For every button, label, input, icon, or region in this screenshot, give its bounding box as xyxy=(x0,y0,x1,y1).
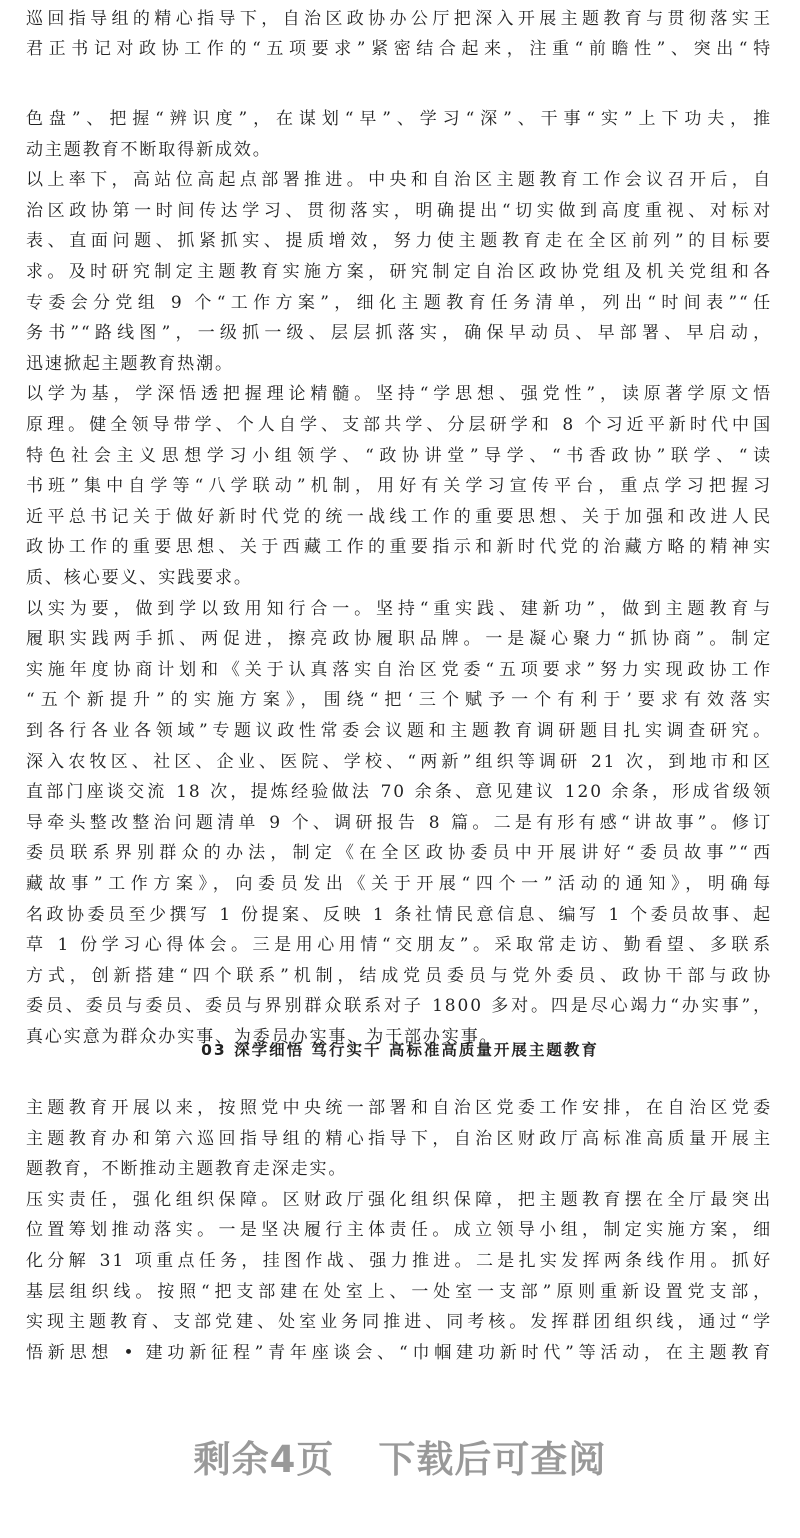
text-line: 特色社会主义思想学习小组领学、“政协讲堂”导学、“书香政协”联学、“读 xyxy=(26,445,772,466)
text-line: 实施年度协商计划和《关于认真落实自治区党委“五项要求”努力实现政协工作 xyxy=(26,659,772,680)
text-line: 质、核心要义、实践要求。 xyxy=(26,568,253,588)
text-line: 君正书记对政协工作的“五项要求”紧密结合起来，注重“前瞻性”、突出“特 xyxy=(26,39,772,59)
text-line: 务书”“路线图”，一级抓一级、层层抓落实，确保早动员、早部署、早启动， xyxy=(26,323,772,344)
text-line: 真心实意为群众办实事、为委员办实事、为干部办实事。 xyxy=(26,1027,499,1047)
text-line: 委员联系界别群众的办法，制定《在全区政协委员中开展讲好“委员故事”“西 xyxy=(26,843,772,864)
text-line: 藏故事”工作方案》，向委员发出《关于开展“四个一”活动的通知》，明确每 xyxy=(26,874,772,894)
text-line: 履职实践两手抓、两促进，擦亮政协履职品牌。一是凝心聚力“抓协商”。制定 xyxy=(26,629,772,650)
text-line: 治区政协第一时间传达学习、贯彻落实，明确提出“切实做到高度重视、对标对 xyxy=(26,200,772,221)
text-line: 专委会分党组 9 个“工作方案”，细化主题教育任务清单，列出“时间表”“任 xyxy=(26,292,772,313)
text-line: 方式，创新搭建“四个联系”机制，结成党员委员与党外委员、政协干部与政协 xyxy=(26,965,772,986)
text-line: 主题教育开展以来，按照党中央统一部署和自治区党委工作安排，在自治区党委 xyxy=(26,1098,772,1118)
text-line: 以实为要，做到学以致用知行合一。坚持“重实践、建新功”，做到主题教育与 xyxy=(26,598,772,619)
text-line: 以学为基，学深悟透把握理论精髓。坚持“学思想、强党性”，读原著学原文悟 xyxy=(26,384,772,405)
text-line: 压实责任，强化组织保障。区财政厅强化组织保障，把主题教育摆在全厅最突出 xyxy=(26,1189,772,1210)
section-heading: 03 深学细悟 笃行实干 高标准高质量开展主题教育 xyxy=(201,1041,599,1059)
text-line: 名政协委员至少撰写 1 份提案、反映 1 条社情民意信息、编写 1 个委员故事、起 xyxy=(26,904,772,925)
download-banner xyxy=(0,1432,800,1488)
text-line: 巡回指导组的精心指导下，自治区政协办公厅把深入开展主题教育与贯彻落实王 xyxy=(26,9,772,29)
text-line: 迅速掀起主题教育热潮。 xyxy=(26,353,234,374)
text-line: 直部门座谈交流 18 次，提炼经验做法 70 余条、意见建议 120 余条，形成省级领 xyxy=(26,782,772,803)
text-line: 求。及时研究制定主题教育实施方案，研究制定自治区政协党组及机关党组和各 xyxy=(26,262,772,282)
text-line: 基层组织线。按照“把支部建在处室上、一处室一支部”原则重新设置党支部， xyxy=(26,1281,772,1302)
text-line: 化分解 31 项重点任务，挂图作战、强力推进。二是扎实发挥两条线作用。抓好 xyxy=(26,1251,772,1271)
text-line: 原理。健全领导带学、个人自学、支部共学、分层研学和 8 个习近平新时代中国 xyxy=(26,415,772,435)
text-line: 位置筹划推动落实。一是坚决履行主体责任。成立领导小组，制定实施方案，细 xyxy=(26,1220,772,1241)
text-line: 政协工作的重要思想、关于西藏工作的重要指示和新时代党的治藏方略的精神实 xyxy=(26,537,772,558)
text-line: 题教育，不断推动主题教育走深走实。 xyxy=(26,1159,348,1180)
text-line: 动主题教育不断取得新成效。 xyxy=(26,139,272,160)
text-line: 深入农牧区、社区、企业、医院、学校、“两新”组织等调研 21 次，到地市和区 xyxy=(26,751,772,772)
text-line: 书班”集中自学等“八学联动”机制，用好有关学习宣传平台，重点学习把握习 xyxy=(26,476,772,497)
text-line: 实现主题教育、支部党建、处室业务同推进、同考核。发挥群团组织线，通过“学 xyxy=(26,1312,772,1333)
text-line: 悟新思想 • 建功新征程”青年座谈会、“巾帼建功新时代”等活动，在主题教育 xyxy=(26,1342,772,1363)
text-line: 委员、委员与委员、委员与界别群众联系对子 1800 多对。四是尽心竭力“办实事”， xyxy=(26,996,772,1017)
text-line: 导牵头整改整治问题清单 9 个、调研报告 8 篇。二是有形有感“讲故事”。修订 xyxy=(26,812,772,833)
remaining-pages-text: 剩余4页 xyxy=(193,1438,335,1481)
text-line: 表、直面问题、抓紧抓实、提质增效，努力使主题教育走在全区前列”的目标要 xyxy=(26,231,772,252)
text-line: 以上率下，高站位高起点部署推进。中央和自治区主题教育工作会议召开后，自 xyxy=(26,170,772,191)
text-line: 到各行各业各领域”专题议政性常委会议题和主题教育调研题目扎实调查研究。 xyxy=(26,721,772,741)
text-line: 主题教育办和第六巡回指导组的精心指导下，自治区财政厅高标准高质量开展主 xyxy=(26,1128,772,1149)
text-line: 色盘”、把握“辨识度”，在谋划“早”、学习“深”、干事“实”上下功夫，推 xyxy=(26,109,772,129)
text-line: 近平总书记关于做好新时代党的统一战线工作的重要思想、关于加强和改进人民 xyxy=(26,506,772,527)
text-line: “五个新提升”的实施方案》，围绕“把‘三个赋予一个有利于’要求有效落实 xyxy=(26,690,772,711)
download-hint-text: 下载后可查阅 xyxy=(378,1438,607,1481)
text-line: 草 1 份学习心得体会。三是用心用情“交朋友”。采取常走访、勤看望、多联系 xyxy=(26,935,772,956)
